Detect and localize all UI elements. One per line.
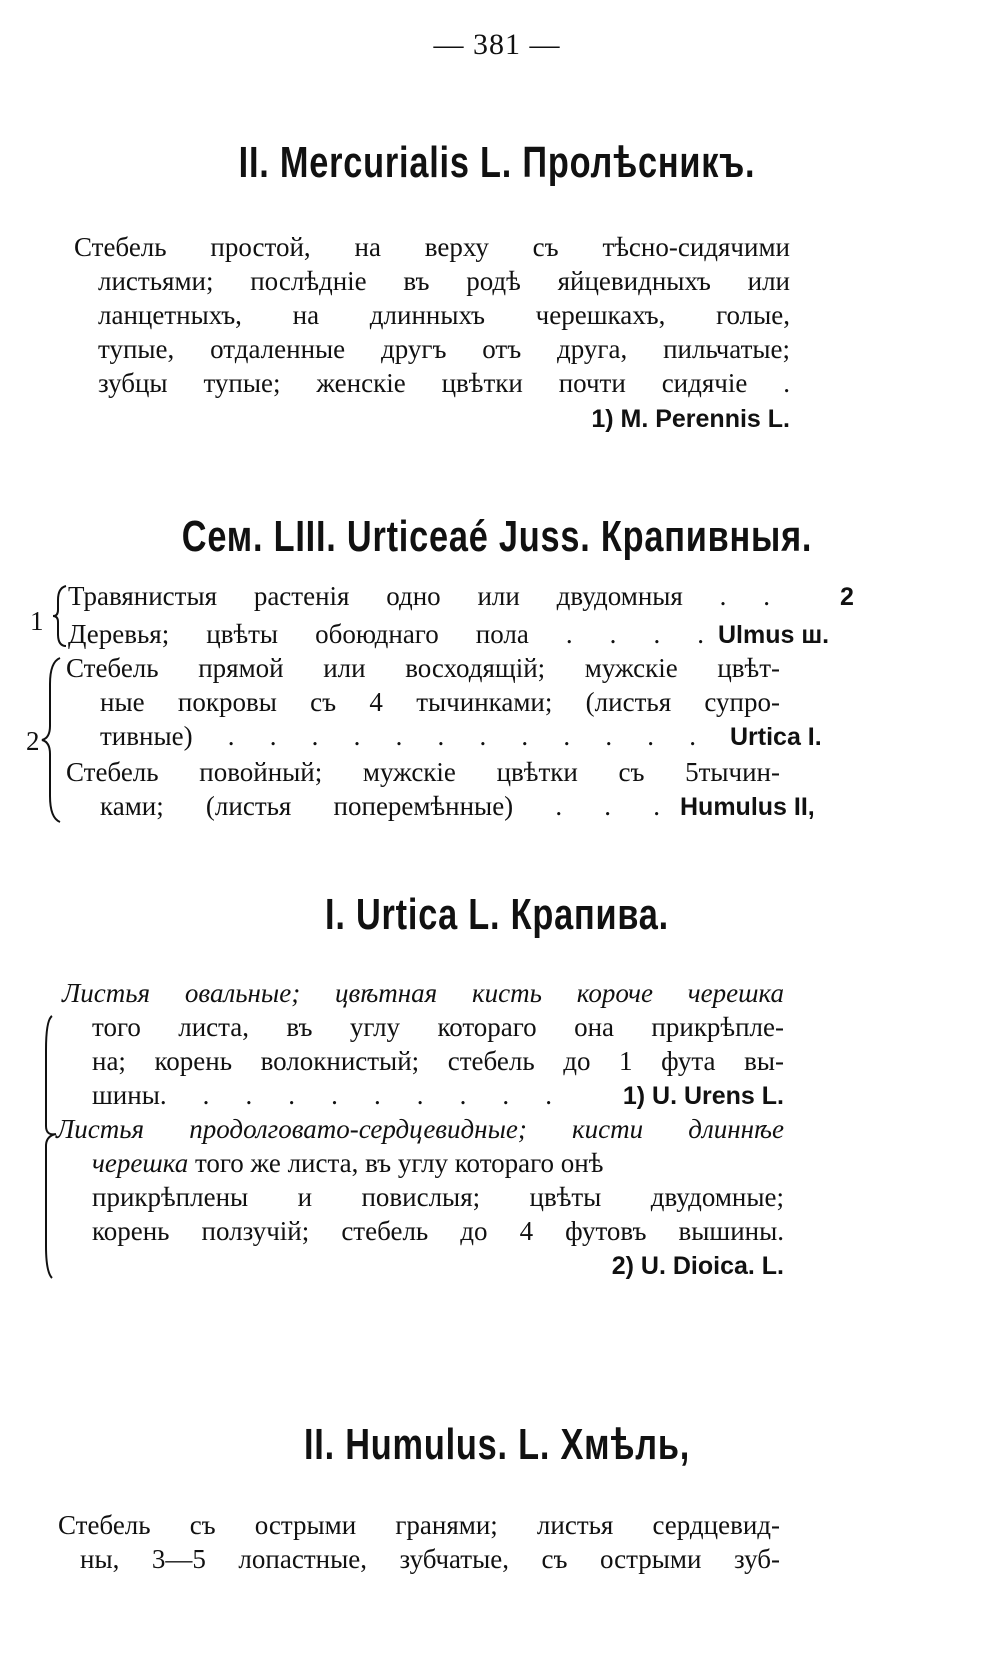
key-2b-result: Humulus II, <box>680 793 815 821</box>
genus-heading-humulus: II. Humulus. L. Хмѣль, <box>303 1420 691 1469</box>
genus-heading-mercurialis: II. Mercurialis L. Пролѣсникъ. <box>238 138 756 187</box>
page-number: — 381 — <box>433 28 561 61</box>
key-2a-line-1: Стебель прямой или восходящій; мужскіе цвѣт- <box>66 653 780 683</box>
key-1b-result: Ulmus ш. <box>718 621 830 649</box>
key-2-number: 2 <box>26 726 40 756</box>
species-dioica: 2) U. Dioica. L. <box>611 1252 784 1280</box>
urtica-b-line-1: Листья продолговато-сердцевидные; кисти длиннѣе <box>56 1114 784 1144</box>
key-2a-result: Urtica I. <box>730 723 822 751</box>
species-perennis: 1) M. Perennis L. <box>591 405 790 433</box>
mercurialis-line-1: Стебель простой, на верху съ тѣсно-сидячими <box>74 232 790 262</box>
humulus-line-2: ны, 3—5 лопастные, зубчатые, съ острыми зуб- <box>80 1544 780 1574</box>
mercurialis-line-2: листьями; послѣдніе въ родѣ яйцевидныхъ или <box>98 266 790 296</box>
family-heading-urticeae: Сем. LIII. Urticeaé Juss. Крапивныя. <box>181 512 813 561</box>
key-1b-text: Деревья; цвѣты обоюднаго пола . . . . <box>68 619 704 649</box>
key-1a-text: Травянистыя растенія одно или двудомныя . . <box>68 581 770 611</box>
key-2a-line-3: тивные) . . . . . . . . . . . . <box>100 721 696 751</box>
urtica-key-brace <box>38 1010 60 1282</box>
urtica-b-line-3: прикрѣплены и повислыя; цвѣты двудомные; <box>92 1182 784 1212</box>
key-2b-line-1: Стебель повойный; мужскіе цвѣтки съ 5тычин- <box>66 757 780 787</box>
key-1a-result: 2 <box>840 583 854 611</box>
urtica-a-line-4: шины. . . . . . . . . . <box>92 1080 552 1110</box>
urtica-b-line-2-rest: того же листа, въ углу котораго онѣ <box>188 1148 604 1178</box>
urtica-b-line-2 <box>92 1146 784 1180</box>
mercurialis-line-5: зубцы тупые; женскіе цвѣтки почти сидячіе . <box>98 368 790 398</box>
humulus-line-1: Стебель съ острыми гранями; листья сердцевид- <box>58 1510 780 1540</box>
genus-heading-urtica: I. Urtica L. Крапива. <box>325 890 669 939</box>
urtica-a-line-1: Листья овальные; цвѣтная кисть короче черешка <box>62 978 784 1008</box>
key-2a-line-2: ные покровы съ 4 тычинками; (листья супро- <box>100 687 780 717</box>
key-2b-line-2: ками; (листья поперемѣнные) . . . <box>100 791 660 821</box>
mercurialis-line-3: ланцетныхъ, на длинныхъ черешкахъ, голые, <box>98 300 790 330</box>
key-2-brace <box>40 654 62 824</box>
key-1-brace <box>52 584 68 648</box>
urtica-b-line-4: корень ползучій; стебель до 4 футовъ вышины. <box>92 1216 784 1246</box>
species-urens: 1) U. Urens L. <box>622 1082 784 1110</box>
urtica-a-line-3: на; корень волокнистый; стебель до 1 фута вы- <box>92 1046 784 1076</box>
mercurialis-line-4: тупые, отдаленные другъ отъ друга, пильчатые; <box>98 334 790 364</box>
urtica-b-line-2-italic: черешка <box>92 1148 189 1178</box>
key-1-number: 1 <box>30 606 44 636</box>
urtica-a-line-2: того листа, въ углу котораго она прикрѣпле- <box>92 1012 784 1042</box>
